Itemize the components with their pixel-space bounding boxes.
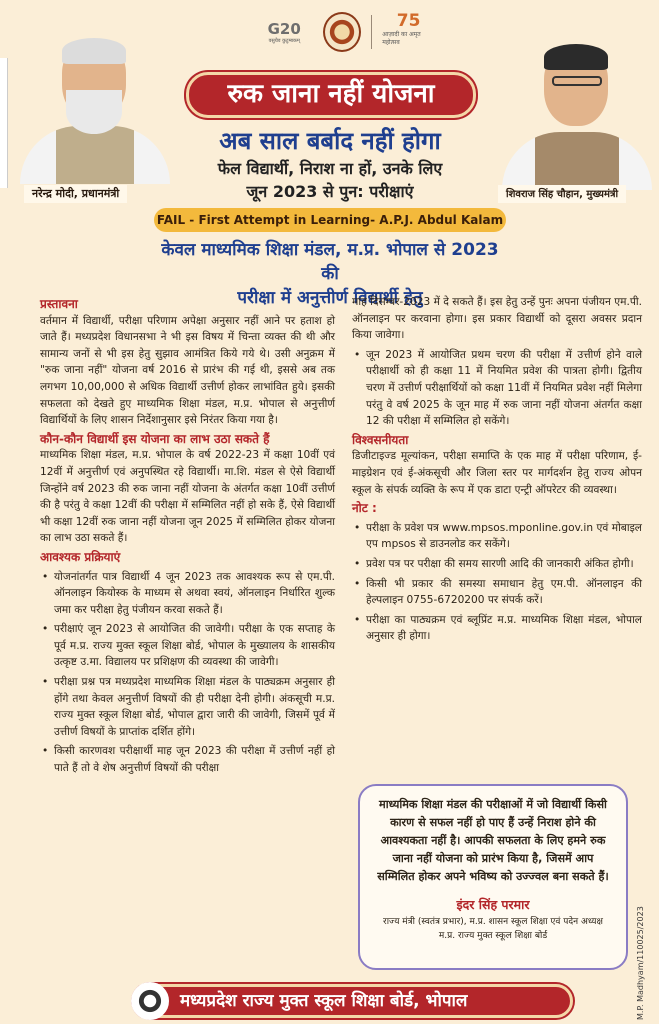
chief-minister-photo [502,40,652,190]
list-item: • परीक्षा का पाठ्यक्रम एवं ब्लूप्रिंट म.प्र. माध्यमिक शिक्षा मंडल, भोपाल अनुसार ही होगा। [352,612,642,645]
scheme-title: रुक जाना नहीं योजना [186,72,476,118]
section-title-note: नोट : [352,501,377,516]
section-title-introduction: प्रस्तावना [40,297,78,311]
amrit-logo-number: 75 [396,11,421,31]
release-code: M.P. Madhyam/110025/2023 [636,906,645,1020]
list-item: • जून 2023 में आयोजित प्रथम चरण की परीक्षा में उत्तीर्ण होने वाले परीक्षार्थी को ही कक्षा 11 में नियमित प्रवेश की पात्रता होगी। द्वितीय चरण में उत्तीर्ण परीक्षार्थियों को कक्षा 11वीं में नियमित प्रवेश नहीं मिलेगा परंतु वे वर्ष 2025 के जून माह में रुक जाना नहीं योजना अंतर्गत कक्षा 12 की परीक्षा में सम्मिलित हो सकेंगे। [352,347,642,430]
g20-logo [255,12,313,52]
section-title-eligibility: कौन-कौन विद्यार्थी इस योजना का लाभ उठा सकते हैं [40,431,270,446]
note-list [352,520,642,645]
section-text-introduction: वर्तमान में विद्यार्थी, परीक्षा परिणाम अपेक्षा अनुसार नहीं आने पर हताश हो जाते हैं। मध्यप्रदेश विधानसभा ने भी इस विषय में चिन्ता व्यक्त की थी और सामान्य जनों से भी इस हेतु सुझाव आमंत्रित किये गये थे। उसी अनुक्रम में "रुक जाना नहीं" योजना वर्ष 2016 से प्रारंभ की गई थी, इससे अब तक लगभग 10,00,000 से अधिक विद्यार्थी उत्तीर्ण होकर लाभांवित हुये। इसकी सफलता को देखते हुए माध्यमिक शिक्षा मंडल, म.प्र. भोपाल से अनुत्तीर्ण विद्यार्थियों के लिए शासन निर्देशानुसार इसे निरंतर किया गया है। [40,314,335,427]
prime-minister-photo [20,34,170,184]
list-item: • योजनांतर्गत पात्र विद्यार्थी 4 जून 2023 तक आवश्यक रूप से एम.पी. ऑनलाइन कियोस्क के माध्यम से अथवा स्वयं, ऑनलाइन निर्धारित शुल्क जमा कर परीक्षा हेतु पंजीयन करवा सकते हैं। [40,569,335,619]
pm-caption: नरेन्द्र मोदी, प्रधानमंत्री [24,185,127,203]
section-text-eligibility: माध्यमिक शिक्षा मंडल, म.प्र. भोपाल के वर्ष 2022-23 में कक्षा 10वीं एवं 12वीं में अनुत्तीर्ण एवं अनुपस्थित रहे विद्यार्थी। मा.शि. मंडल से ऐसे विद्यार्थी जिन्होंने वर्ष 2023 की रुक जाना नहीं योजना के अंतर्गत कक्षा 10वीं उत्तीर्ण की है परंतु वे कक्षा 12वीं की परीक्षा में सम्मिलित नहीं हो सके हैं, ऐसे विद्यार्थी भी कक्षा 12वीं रुक जाना नहीं योजना जून 2025 में सम्मिलित होकर योजना का लाभ उठा सकते हैं। [40,449,335,545]
mp-govt-emblem-icon [323,12,361,52]
headline-line-1: केवल माध्यमिक शिक्षा मंडल, म.प्र. भोपाल से 2023 की [161,240,499,284]
pm-beard-shape [66,90,122,134]
amrit-tagline: आज़ादी का अमृत महोत्सव [382,31,421,46]
minister-name: इंदर सिंह परमार [456,897,530,912]
cm-hair-shape [544,44,608,70]
minister-message-text: माध्यमिक शिक्षा मंडल की परीक्षाओं में जो विद्यार्थी किसी कारण से सफल नहीं हो पाए हैं उन्हें निराश होने की आवश्यकता नहीं है। आपकी सफलता के लिए हमने रुक जाना नहीं योजना को प्रारंभ किया है, जिसमें आप सम्मिलित होकर अपने भविष्य को उज्ज्वल बना सकते हैं। [377,798,609,883]
pm-body-shape [20,126,170,184]
footer-banner: मध्यप्रदेश राज्य मुक्त स्कूल शिक्षा बोर्ड, भोपाल [133,984,573,1018]
pm-hair-shape [62,38,126,64]
g20-tagline: वसुधैव कुटुम्बकम् [268,38,300,44]
list-item: • परीक्षा के प्रवेश पत्र www.mpsos.mponline.gov.in एवं मोबाइल एप mpsos से डाउनलोड कर सकेंगे। [352,520,642,553]
procedure-list-continued [352,347,642,430]
list-item: • किसी भी प्रकार की समस्या समाधान हेतु एम.पी. ऑनलाइन की हेल्पलाइन 0755-6720200 पर संपर्क करें। [352,576,642,609]
cm-body-shape [502,132,652,190]
left-column [40,294,335,777]
logo-bar [255,8,435,56]
procedure-continued-text: माह दिसम्बर-2023 में दे सकते हैं। इस हेतु उन्हें पुनः अपना पंजीयन एम.पी. ऑनलाइन पर करवाना होगा। इस प्रकार विद्यार्थी को दूसरा अवसर प्रदान किया जावेगा। [352,296,642,342]
section-title-procedures: आवश्यक प्रक्रियाएं [40,549,121,564]
section-text-reliability: डिजीटाइज्ड मूल्यांकन, परीक्षा समाप्ति के एक माह में परीक्षा परिणाम, ई-माइग्रेशन एवं ई-अंकसूची और जिला स्तर पर मार्गदर्शन हेतु राज्य ओपन स्कूल के संपर्क व्यक्ति के रूप में एक डाटा एन्ट्री ऑपरेटर की व्यवस्था। [352,450,642,496]
cm-glasses-icon [552,76,602,86]
list-item: • परीक्षाएं जून 2023 से आयोजित की जावेगी। परीक्षा के एक सप्ताह के पूर्व म.प्र. राज्य मुक्त स्कूल शिक्षा बोर्ड, भोपाल के मुख्यालय के शासकीय उत्कृष्ट उ.मा. विद्यालय पर प्रशिक्षण की व्यवस्था की जावेगी। [40,621,335,671]
board-logo-icon [131,982,169,1020]
headline-line-2: परीक्षा में अनुत्तीर्ण विद्यार्थी हेतु [237,288,423,308]
list-item: • किसी कारणवश परीक्षार्थी माह जून 2023 की परीक्षा में उत्तीर्ण नहीं हो पाते हैं तो वे शेष अनुत्तीर्ण विषयों की परीक्षा [40,743,335,776]
subtitle-main: अब साल बर्बाद नहीं होगा [219,127,441,155]
minister-designation: राज्य मंत्री (स्वतंत्र प्रभार), म.प्र. शासन स्कूल शिक्षा एवं पदेन अध्यक्ष म.प्र. राज्य मुक्त स्कूल शिक्षा बोर्ड [383,917,603,941]
list-item: • परीक्षा प्रश्न पत्र मध्यप्रदेश माध्यमिक शिक्षा मंडल के पाठ्यक्रम अनुसार ही होंगे तथा केवल अनुत्तीर्ण विषयों की ही परीक्षा देनी होगी। अंकसूची म.प्र. राज्य मुक्त स्कूल शिक्षा बोर्ड, भोपाल द्वारा जारी की जावेगी, जिसमें पूर्व में उत्तीर्ण विषयों के प्राप्तांक दर्शित होंगे। [40,674,335,740]
amrit-mahotsav-logo [382,12,435,52]
procedure-list [40,569,335,777]
minister-message-box [358,784,628,970]
subtitle-line-3: जून 2023 से पुन: परीक्षाएं [246,182,414,201]
logo-divider [371,15,372,49]
list-item: • प्रवेश पत्र पर परीक्षा की समय सारणी आदि की जानकारी अंकित होगी। [352,556,642,573]
fail-acronym-banner: FAIL - First Attempt in Learning- A.P.J. Abdul Kalam [154,208,506,232]
subtitle-line-2: फेल विद्यार्थी, निराश ना हों, उनके लिए [217,159,443,178]
section-title-reliability: विश्वसनीयता [352,432,409,447]
left-edge-strip [0,58,8,188]
g20-logo-text: G20 [267,20,301,38]
right-column [352,294,642,645]
cm-caption: शिवराज सिंह चौहान, मुख्यमंत्री [498,185,626,203]
